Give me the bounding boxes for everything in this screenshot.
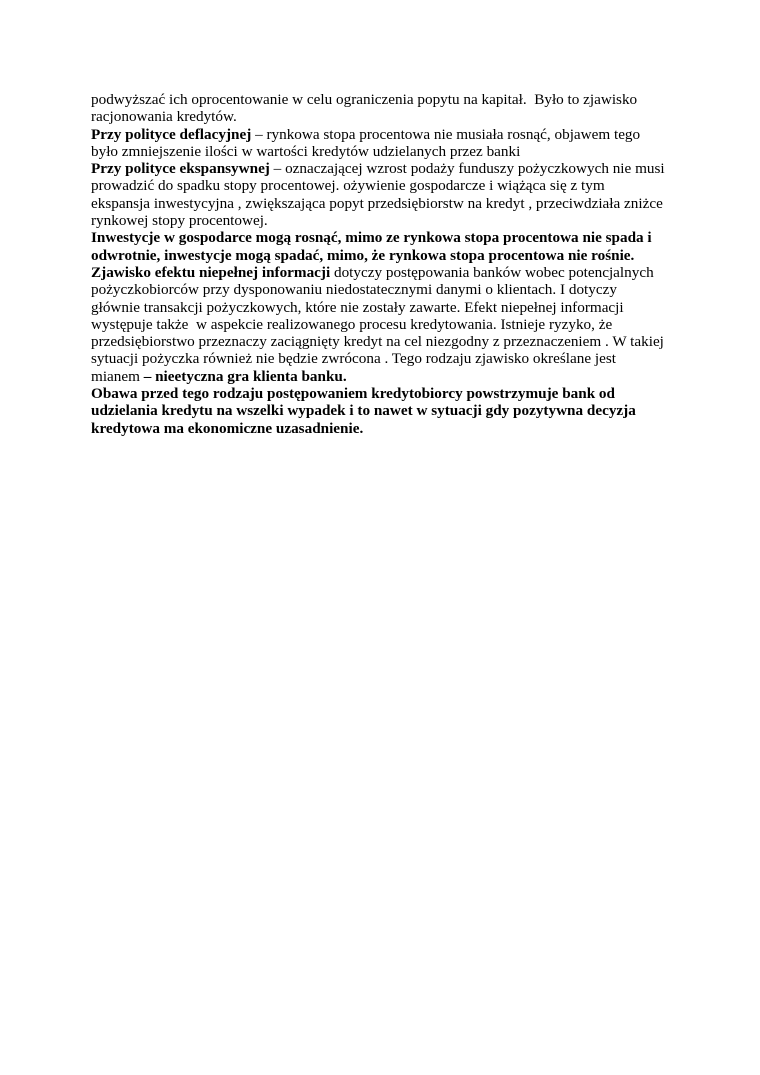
- text-run: występuje także w aspekcie realizowanego procesu kredytowania. Istnieje ryzyko, że: [91, 315, 613, 333]
- text-run: przedsiębiorstwo przeznaczy zaciągnięty kredyt na cel niezgodny z przeznaczeniem . W takiej: [91, 333, 664, 351]
- text-line: [91, 385, 676, 402]
- text-run: podwyższać ich oprocentowanie w celu ograniczenia popytu na kapitał. Było to zjawisko: [91, 91, 638, 108]
- text-line: [91, 108, 676, 125]
- text-line: [91, 316, 676, 333]
- text-line: [91, 333, 676, 350]
- text-run: głównie transakcji pożyczkowych, które nie zostały zawarte. Efekt niepełnej informacji: [91, 298, 624, 316]
- text-run: – oznaczającej wzrost podaży funduszy pożyczkowych nie musi: [269, 160, 665, 178]
- bold-text-run: – nieetyczna gra klienta banku.: [143, 367, 347, 385]
- text-line: [91, 368, 676, 385]
- text-run: racjonowania kredytów.: [91, 108, 237, 126]
- text-line: [91, 126, 676, 143]
- text-run: mianem: [91, 367, 144, 385]
- text-run: ekspansja inwestycyjna , zwiększająca popyt przedsiębiorstw na kredyt , przeciwdziała zniżce: [91, 194, 663, 212]
- bold-text-run: udzielania kredytu na wszelki wypadek i to nawet w sytuacji gdy pozytywna decyzja: [91, 402, 636, 420]
- bold-text-run: Przy polityce ekspansywnej: [91, 160, 270, 178]
- text-line: [91, 420, 676, 437]
- text-line: [91, 350, 676, 367]
- text-run: – rynkowa stopa procentowa nie musiała rosnąć, objawem tego: [251, 125, 641, 143]
- text-line: [91, 177, 676, 194]
- text-run: prowadzić do spadku stopy procentowej. ożywienie gospodarcze i wiążąca się z tym: [91, 177, 605, 195]
- text-line: [91, 264, 676, 281]
- document-body: [91, 91, 676, 437]
- text-line: [91, 229, 676, 246]
- text-line: [91, 299, 676, 316]
- text-run: pożyczkobiorców przy dysponowaniu niedostatecznymi danymi o klientach. I dotyczy: [91, 281, 617, 299]
- text-line: [91, 195, 676, 212]
- bold-text-run: Przy polityce deflacyjnej: [91, 125, 252, 143]
- text-line: [91, 281, 676, 298]
- text-line: [91, 247, 676, 264]
- bold-text-run: Inwestycje w gospodarce mogą rosnąć, mimo ze rynkowa stopa procentowa nie spada i: [91, 229, 652, 247]
- text-run: było zmniejszenie ilości w wartości kredytów udzielanych przez banki: [91, 142, 521, 160]
- text-line: [91, 91, 676, 108]
- bold-text-run: Zjawisko efektu niepełnej informacji: [91, 263, 331, 281]
- bold-text-run: Obawa przed tego rodzaju postępowaniem kredytobiorcy powstrzymuje bank od: [91, 385, 615, 403]
- bold-text-run: kredytowa ma ekonomiczne uzasadnienie.: [91, 419, 364, 437]
- bold-text-run: odwrotnie, inwestycje mogą spadać, mimo, że rynkowa stopa procentowa nie rośnie.: [91, 246, 635, 264]
- text-line: [91, 143, 676, 160]
- text-run: sytuacji pożyczka również nie będzie zwrócona . Tego rodzaju zjawisko określane jest: [91, 350, 616, 368]
- text-run: dotyczy postępowania banków wobec potencjalnych: [330, 263, 654, 281]
- text-line: [91, 212, 676, 229]
- text-line: [91, 402, 676, 419]
- text-run: rynkowej stopy procentowej.: [91, 212, 268, 230]
- text-line: [91, 160, 676, 177]
